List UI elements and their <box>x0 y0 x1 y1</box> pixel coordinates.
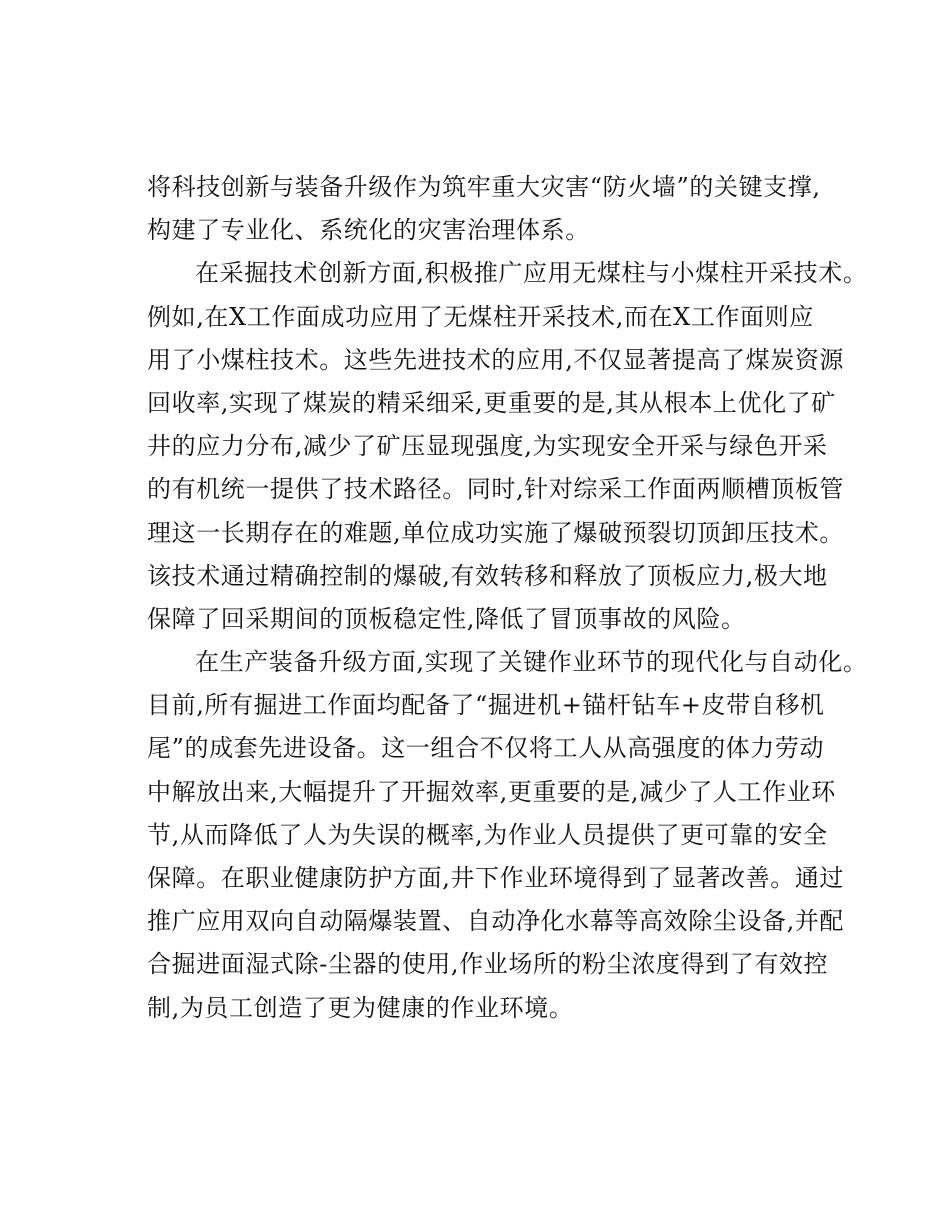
text-line: 制,为员工创造了更为健康的作业环境。 <box>147 993 574 1022</box>
document-page <box>147 166 868 1030</box>
text-line: 用了小煤柱技术。这些先进技术的应用,不仅显著提高了煤炭资源 <box>147 345 845 374</box>
text-line: 例如,在X工作面成功应用了无煤柱开采技术,而在X工作面则应 <box>147 302 814 331</box>
text-line: 井的应力分布,减少了矿压显现强度,为实现安全开采与绿色开采 <box>147 432 828 461</box>
text-line: 将科技创新与装备升级作为筑牢重大灾害“防火墙”的关键支撑, <box>147 173 821 201</box>
text-line: 节,从而降低了人为失误的概率,为作业人员提供了更可靠的安全 <box>147 820 828 849</box>
text-line: 尾”的成套先进设备。这一组合不仅将工人从高强度的体力劳动 <box>147 734 825 763</box>
text-line: 合掘进面湿式除-尘器的使用,作业场所的粉尘浓度得到了有效控 <box>147 950 829 979</box>
paragraph <box>147 252 868 641</box>
text-line: 在生产装备升级方面,实现了关键作业环节的现代化与自动化。 <box>195 648 868 677</box>
text-line: 保障。在职业健康防护方面,井下作业环境得到了显著改善。通过 <box>147 864 845 892</box>
text-line: 中解放出来,大幅提升了开掘效率,更重要的是,减少了人工作业环 <box>147 777 836 806</box>
text-line: 推广应用双向自动隔爆装置、自动净化水幕等高效除尘设备,并配 <box>147 907 845 936</box>
paragraph <box>147 641 868 1030</box>
text-line: 保障了回采期间的顶板稳定性,降低了冒顶事故的风险。 <box>147 604 746 633</box>
text-line: 回收率,实现了煤炭的精采细采,更重要的是,其从根本上优化了矿 <box>147 388 836 417</box>
text-line: 理这一长期存在的难题,单位成功实施了爆破预裂切顶卸压技术。 <box>147 518 845 547</box>
text-line: 该技术通过精确控制的爆破,有效转移和释放了顶板应力,极大地 <box>147 561 828 590</box>
paragraph <box>147 166 847 252</box>
text-line: 构建了专业化、系统化的灾害治理体系。 <box>147 216 590 245</box>
text-line: 的有机统一提供了技术路径。同时,针对综采工作面两顺槽顶板管 <box>147 475 845 504</box>
text-line: 在采掘技术创新方面,积极推广应用无煤柱与小煤柱开采技术。 <box>195 259 868 288</box>
text-line: 目前,所有掘进工作面均配备了“掘进机+锚杆钻车+皮带自移机 <box>147 691 825 720</box>
